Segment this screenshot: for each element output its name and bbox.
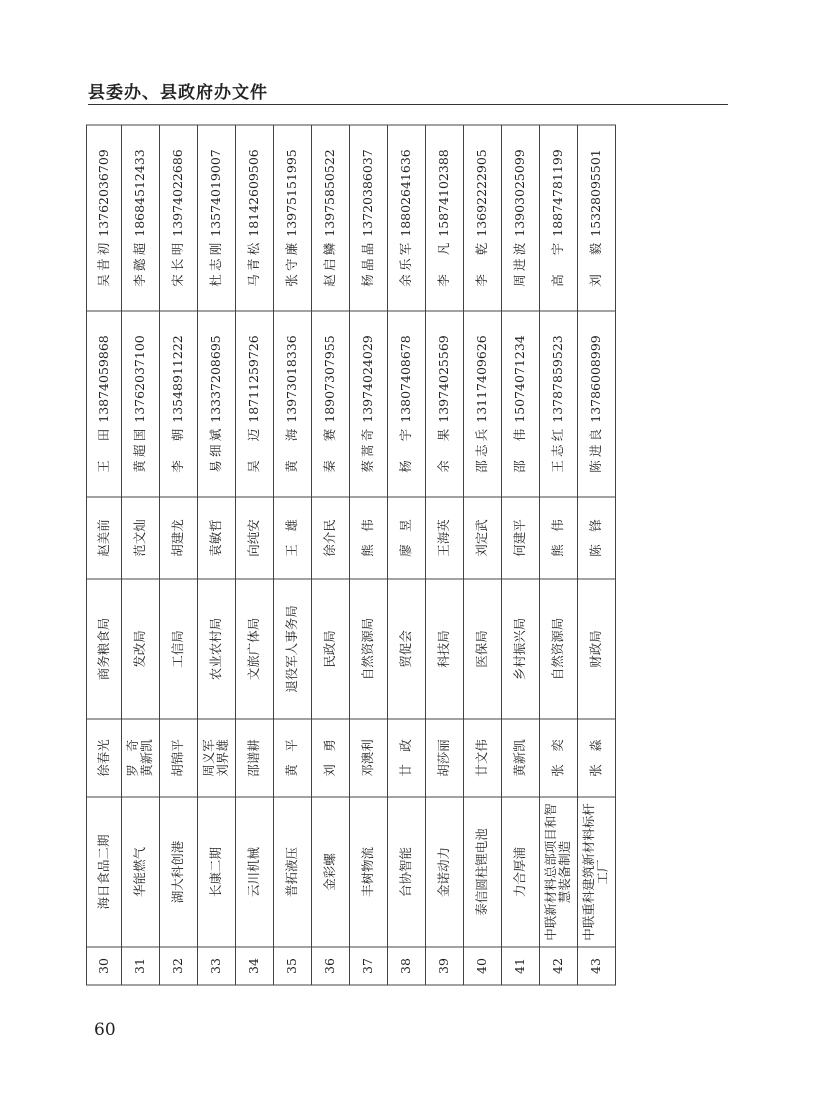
department-lead: 熊 伟 bbox=[539, 497, 577, 579]
leader-name: 罗 奇 bbox=[125, 739, 141, 777]
contact2-phone: 18874781199 bbox=[550, 149, 566, 237]
contact2-cell bbox=[539, 125, 577, 311]
contact1-contact bbox=[551, 314, 565, 495]
contact2-contact bbox=[399, 128, 413, 309]
contact2-phone: 18684512433 bbox=[132, 149, 148, 237]
contact1-cell bbox=[311, 311, 349, 497]
contact1-name: 邵志兵 bbox=[474, 428, 490, 473]
project-name: 华能燃气 bbox=[121, 797, 159, 947]
project-name: 云川机械 bbox=[235, 797, 273, 947]
table-row bbox=[273, 125, 311, 985]
project-name: 普拓液压 bbox=[273, 797, 311, 947]
contact1-phone: 13974024029 bbox=[360, 335, 376, 423]
leader-name: 廿 政 bbox=[398, 739, 414, 777]
department: 财政局 bbox=[577, 579, 615, 719]
department-lead: 王海英 bbox=[425, 497, 463, 579]
project-name: 中联新材料总部项目和智慧装备制造 bbox=[539, 797, 577, 947]
contact1-contact bbox=[361, 314, 375, 495]
responsible-leader bbox=[501, 719, 539, 797]
contact2-name: 高 宇 bbox=[550, 242, 566, 287]
leader-name: 徐春光 bbox=[95, 739, 111, 777]
leader-name: 邓澳利 bbox=[360, 739, 376, 777]
row-number: 33 bbox=[197, 947, 235, 985]
contact2-name: 李 凡 bbox=[436, 242, 452, 287]
row-number: 34 bbox=[235, 947, 273, 985]
contact1-name: 易细斌 bbox=[208, 428, 224, 473]
contact1-contact bbox=[247, 314, 261, 495]
contact2-phone: 13574019007 bbox=[208, 149, 224, 237]
table-row bbox=[387, 125, 425, 985]
department: 文旅广体局 bbox=[235, 579, 273, 719]
contact2-contact bbox=[551, 128, 565, 309]
contact1-contact bbox=[475, 314, 489, 495]
responsible-leader bbox=[387, 719, 425, 797]
contact1-name: 蔡蒿奇 bbox=[360, 428, 376, 473]
responsible-leader bbox=[273, 719, 311, 797]
contact1-cell bbox=[463, 311, 501, 497]
table-row bbox=[463, 125, 501, 985]
contact1-phone: 13337208695 bbox=[208, 335, 224, 423]
department: 工信局 bbox=[159, 579, 197, 719]
contact1-cell bbox=[349, 311, 387, 497]
contact2-phone: 18142609506 bbox=[246, 149, 262, 237]
contact2-cell bbox=[273, 125, 311, 311]
contact2-cell bbox=[311, 125, 349, 311]
department: 商务粮食局 bbox=[87, 579, 122, 719]
responsible-leader bbox=[349, 719, 387, 797]
contact1-cell bbox=[425, 311, 463, 497]
contact2-name: 刘 毅 bbox=[588, 242, 604, 287]
contact1-cell bbox=[501, 311, 539, 497]
contact1-cell bbox=[539, 311, 577, 497]
table-row bbox=[425, 125, 463, 985]
table-row bbox=[349, 125, 387, 985]
responsible-leader bbox=[87, 719, 122, 797]
contact2-phone: 13762036709 bbox=[95, 149, 111, 237]
contact1-cell bbox=[121, 311, 159, 497]
contact1-name: 黄超国 bbox=[132, 428, 148, 473]
leader-name: 张 淼 bbox=[588, 739, 604, 777]
responsible-leader bbox=[197, 719, 235, 797]
contact2-phone: 13974022686 bbox=[170, 149, 186, 237]
contact2-name: 余乐军 bbox=[398, 242, 414, 287]
table-row bbox=[501, 125, 539, 985]
responsible-leader bbox=[311, 719, 349, 797]
table-row bbox=[311, 125, 349, 985]
contact1-phone: 13787859523 bbox=[550, 335, 566, 423]
responsible-leader bbox=[577, 719, 615, 797]
department: 贸促会 bbox=[387, 579, 425, 719]
department-lead: 向纯安 bbox=[235, 497, 273, 579]
row-number: 40 bbox=[463, 947, 501, 985]
table-container bbox=[86, 125, 616, 985]
project-name: 金诺动力 bbox=[425, 797, 463, 947]
contact1-name: 陈进良 bbox=[588, 428, 604, 473]
leader-name: 刘 勇 bbox=[322, 739, 338, 777]
project-name: 金彩螺 bbox=[311, 797, 349, 947]
project-name: 力合厚浦 bbox=[501, 797, 539, 947]
leader-name: 刘界雄 bbox=[215, 739, 231, 777]
contact1-cell bbox=[159, 311, 197, 497]
table-row bbox=[87, 125, 122, 985]
department: 退役军人事务局 bbox=[273, 579, 311, 719]
department-lead: 袁敏哲 bbox=[197, 497, 235, 579]
project-name: 中联重科建筑新材料标杆工厂 bbox=[577, 797, 615, 947]
department-lead: 何建平 bbox=[501, 497, 539, 579]
contact2-phone: 15874102388 bbox=[436, 149, 452, 237]
contact1-cell bbox=[387, 311, 425, 497]
contact1-phone: 15074071234 bbox=[512, 335, 528, 423]
contact1-phone: 18711259726 bbox=[246, 335, 262, 423]
contact1-contact bbox=[209, 314, 223, 495]
contact2-phone: 13692222905 bbox=[474, 149, 490, 237]
leader-name: 黄新凯 bbox=[512, 739, 528, 777]
contact2-cell bbox=[235, 125, 273, 311]
row-number: 37 bbox=[349, 947, 387, 985]
contact1-phone: 13548911222 bbox=[170, 335, 186, 423]
department-lead: 熊 伟 bbox=[349, 497, 387, 579]
table-row bbox=[235, 125, 273, 985]
project-name: 丰树物流 bbox=[349, 797, 387, 947]
contact2-phone: 15328095501 bbox=[588, 149, 604, 237]
contact2-name: 杜志刚 bbox=[208, 242, 224, 287]
contact2-cell bbox=[463, 125, 501, 311]
leader-name: 胡锦平 bbox=[170, 739, 186, 777]
table-row bbox=[197, 125, 235, 985]
responsible-leader bbox=[159, 719, 197, 797]
responsible-leader bbox=[539, 719, 577, 797]
row-number: 35 bbox=[273, 947, 311, 985]
contact1-contact bbox=[323, 314, 337, 495]
leader-name: 廿文伟 bbox=[474, 739, 490, 777]
contact2-phone: 13975151995 bbox=[284, 149, 300, 237]
contact1-contact bbox=[171, 314, 185, 495]
contact2-contact bbox=[589, 128, 603, 309]
contact1-phone: 13874059868 bbox=[95, 335, 111, 423]
contact2-cell bbox=[197, 125, 235, 311]
contact1-name: 吴 迈 bbox=[246, 428, 262, 473]
contact1-cell bbox=[577, 311, 615, 497]
department-lead: 刘定武 bbox=[463, 497, 501, 579]
contact2-name: 杨晶晶 bbox=[360, 242, 376, 287]
contact1-phone: 13762037100 bbox=[132, 335, 148, 423]
page-number: 60 bbox=[94, 1020, 116, 1040]
contact2-name: 马青松 bbox=[246, 242, 262, 287]
contact2-contact bbox=[171, 128, 185, 309]
row-number: 39 bbox=[425, 947, 463, 985]
contact1-phone: 13786008999 bbox=[588, 335, 604, 423]
department: 民政局 bbox=[311, 579, 349, 719]
contact2-phone: 13975850522 bbox=[322, 149, 338, 237]
contact2-contact bbox=[285, 128, 299, 309]
department: 发改局 bbox=[121, 579, 159, 719]
department: 乡村振兴局 bbox=[501, 579, 539, 719]
contact2-contact bbox=[133, 128, 147, 309]
contact2-name: 周进波 bbox=[512, 242, 528, 287]
row-number: 32 bbox=[159, 947, 197, 985]
contact1-contact bbox=[589, 314, 603, 495]
contact2-phone: 18802641636 bbox=[398, 149, 414, 237]
department: 农业农村局 bbox=[197, 579, 235, 719]
department: 自然资源局 bbox=[539, 579, 577, 719]
contact1-cell bbox=[235, 311, 273, 497]
contact2-phone: 13720386037 bbox=[360, 149, 376, 237]
leader-name: 黄 平 bbox=[284, 739, 300, 777]
contact1-contact bbox=[399, 314, 413, 495]
project-name: 泰信圆柱锂电池 bbox=[463, 797, 501, 947]
department-lead: 赵美前 bbox=[87, 497, 122, 579]
contact2-name: 吴昔初 bbox=[95, 242, 111, 287]
contact2-name: 赵启鳞 bbox=[322, 242, 338, 287]
contact2-contact bbox=[437, 128, 451, 309]
contact2-name: 李 乾 bbox=[474, 242, 490, 287]
table-row bbox=[159, 125, 197, 985]
row-number: 43 bbox=[577, 947, 615, 985]
contact1-name: 杨 宇 bbox=[398, 428, 414, 473]
project-name: 海日食品二期 bbox=[87, 797, 122, 947]
department-lead: 陈 锋 bbox=[577, 497, 615, 579]
contact1-phone: 13974025569 bbox=[436, 335, 452, 423]
contact2-cell bbox=[387, 125, 425, 311]
row-number: 31 bbox=[121, 947, 159, 985]
table-row bbox=[121, 125, 159, 985]
contact1-contact bbox=[133, 314, 147, 495]
department: 科技局 bbox=[425, 579, 463, 719]
contact1-phone: 18907307955 bbox=[322, 335, 338, 423]
contact2-cell bbox=[577, 125, 615, 311]
contact1-cell bbox=[273, 311, 311, 497]
contact1-name: 余 果 bbox=[436, 428, 452, 473]
contact2-name: 宋长明 bbox=[170, 242, 186, 287]
contact2-name: 李懿超 bbox=[132, 242, 148, 287]
contact2-contact bbox=[97, 128, 111, 309]
department-lead: 胡建龙 bbox=[159, 497, 197, 579]
contact1-name: 李 朝 bbox=[170, 428, 186, 473]
department-lead: 廖 昱 bbox=[387, 497, 425, 579]
contact2-contact bbox=[323, 128, 337, 309]
contact2-cell bbox=[87, 125, 122, 311]
project-name: 湖大科创港 bbox=[159, 797, 197, 947]
leader-name: 张 奕 bbox=[550, 739, 566, 777]
leader-name: 邵谱耕 bbox=[246, 739, 262, 777]
contact2-phone: 13903025099 bbox=[512, 149, 528, 237]
row-number: 38 bbox=[387, 947, 425, 985]
document-header-title: 县委办、县政府办文件 bbox=[88, 83, 268, 103]
contact2-contact bbox=[247, 128, 261, 309]
row-number: 36 bbox=[311, 947, 349, 985]
contact2-cell bbox=[159, 125, 197, 311]
contact1-cell bbox=[87, 311, 122, 497]
contact1-contact bbox=[437, 314, 451, 495]
contact1-contact bbox=[97, 314, 111, 495]
contact2-contact bbox=[361, 128, 375, 309]
row-number: 42 bbox=[539, 947, 577, 985]
contact1-phone: 13973018336 bbox=[284, 335, 300, 423]
contact1-phone: 13807408678 bbox=[398, 335, 414, 423]
contact2-cell bbox=[349, 125, 387, 311]
contact1-phone: 13117409626 bbox=[474, 335, 490, 423]
contact1-name: 秦 赛 bbox=[322, 428, 338, 473]
contact1-name: 邵 伟 bbox=[512, 428, 528, 473]
table-row bbox=[577, 125, 615, 985]
project-name: 长康二期 bbox=[197, 797, 235, 947]
department-lead: 范文灿 bbox=[121, 497, 159, 579]
contact1-name: 王 田 bbox=[95, 428, 111, 473]
leader-name: 黄新凯 bbox=[139, 739, 155, 777]
department: 自然资源局 bbox=[349, 579, 387, 719]
contact2-cell bbox=[501, 125, 539, 311]
responsible-leader bbox=[463, 719, 501, 797]
contact2-contact bbox=[475, 128, 489, 309]
contact2-cell bbox=[121, 125, 159, 311]
row-number: 41 bbox=[501, 947, 539, 985]
contact2-name: 张守廉 bbox=[284, 242, 300, 287]
contact1-cell bbox=[197, 311, 235, 497]
responsible-leader bbox=[121, 719, 159, 797]
table-row bbox=[539, 125, 577, 985]
header-divider bbox=[88, 104, 728, 105]
department: 医保局 bbox=[463, 579, 501, 719]
responsible-leader bbox=[235, 719, 273, 797]
responsible-leader bbox=[425, 719, 463, 797]
department-lead: 王 雄 bbox=[273, 497, 311, 579]
leader-name: 胡莎丽 bbox=[436, 739, 452, 777]
project-name: 台协智能 bbox=[387, 797, 425, 947]
contact1-name: 黄 海 bbox=[284, 428, 300, 473]
contact2-contact bbox=[513, 128, 527, 309]
row-number: 30 bbox=[87, 947, 122, 985]
contact1-contact bbox=[513, 314, 527, 495]
contact1-name: 王志红 bbox=[550, 428, 566, 473]
contact1-contact bbox=[285, 314, 299, 495]
leader-name: 周义军 bbox=[201, 739, 217, 777]
contact2-contact bbox=[209, 128, 223, 309]
contact2-cell bbox=[425, 125, 463, 311]
project-contact-table bbox=[86, 125, 616, 986]
department-lead: 徐介民 bbox=[311, 497, 349, 579]
